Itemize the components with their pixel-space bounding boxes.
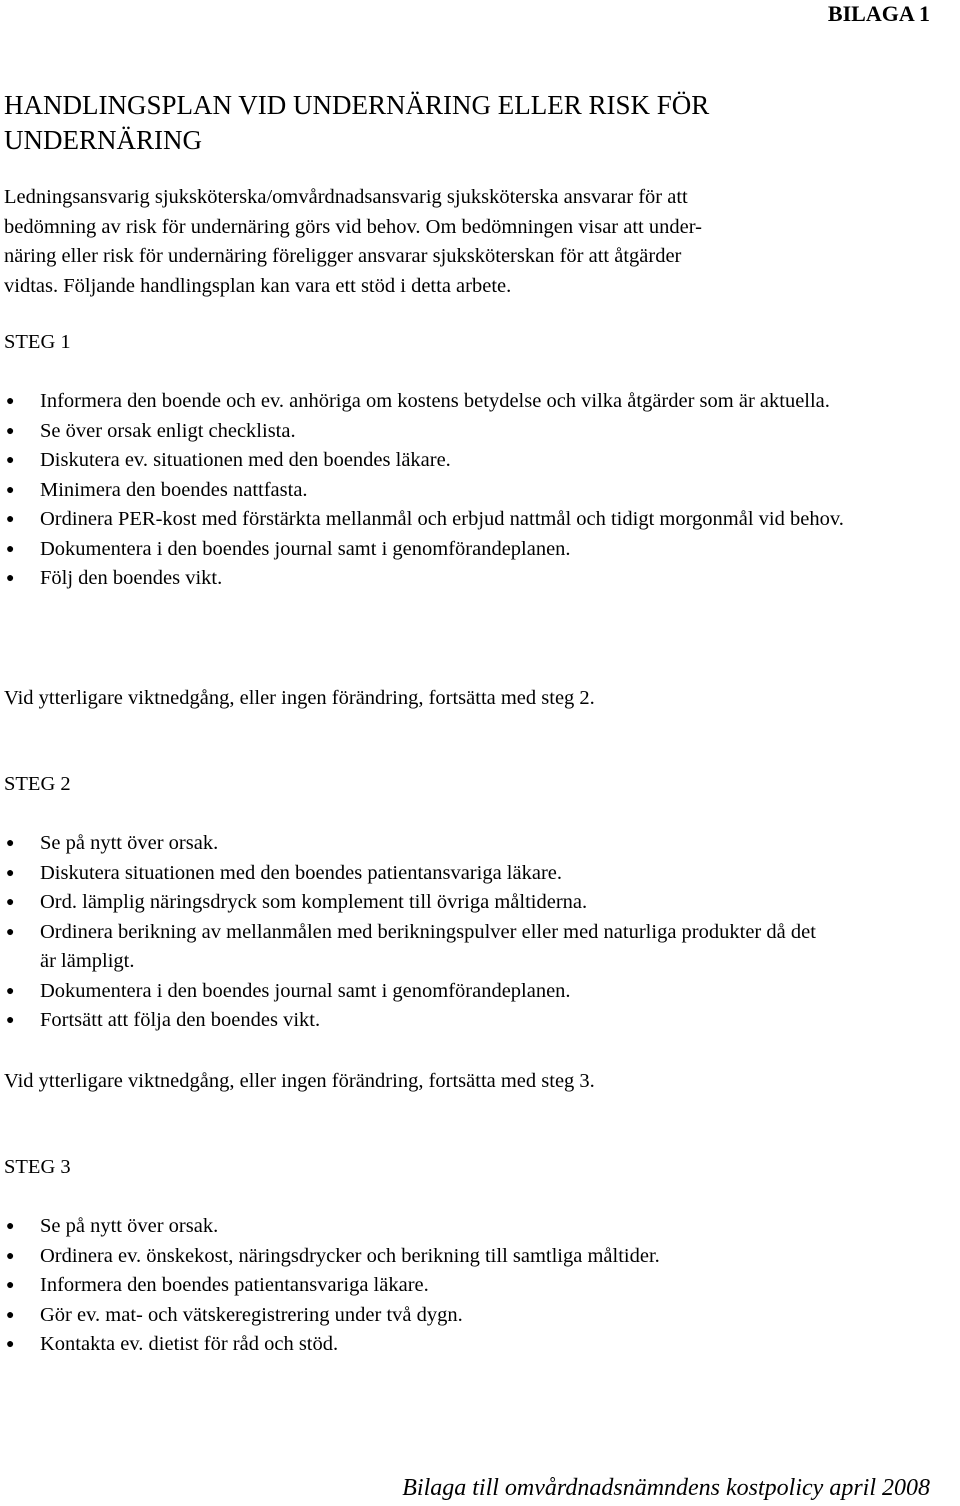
- bullet-icon: [6, 1271, 20, 1301]
- step-2-heading: STEG 2: [4, 773, 71, 795]
- list-item: ● Fortsätt att följa den boendes vikt.: [0, 1006, 830, 1036]
- bullet-icon: [6, 476, 20, 506]
- bullet-icon: [6, 1301, 20, 1331]
- bullet-icon: [6, 1242, 20, 1272]
- intro-line: Ledningsansvarig sjuksköterska/omvårdnadsansvarig sjuksköterska ansvarar för att: [4, 186, 688, 208]
- list-item: ● Informera den boende och ev. anhöriga om kostens betydelse och vilka åtgärder som är aktuella.: [0, 387, 850, 417]
- intro-paragraph: [4, 183, 954, 301]
- list-item: ● Ordinera ev. önskekost, näringsdrycker och berikning till samtliga måltider.: [0, 1242, 900, 1272]
- step-3-list: [0, 1212, 900, 1360]
- list-item: ● Dokumentera i den boendes journal samt i genomförandeplanen.: [0, 535, 850, 565]
- list-item: ● Ordinera berikning av mellanmålen med berikningspulver eller med naturliga produkter då det är lämpligt.: [0, 918, 830, 977]
- list-item: ● Minimera den boendes nattfasta.: [0, 476, 850, 506]
- bullet-icon: [6, 859, 20, 889]
- bullet-icon: [6, 535, 20, 565]
- bullet-icon: [6, 1006, 20, 1036]
- step-2-list: [0, 829, 830, 1036]
- list-item: ● Se på nytt över orsak.: [0, 1212, 900, 1242]
- list-item: ● Kontakta ev. dietist för råd och stöd.: [0, 1330, 900, 1360]
- step-3-heading: STEG 3: [4, 1156, 71, 1178]
- appendix-label: BILAGA 1: [827, 1, 930, 26]
- bullet-icon: [6, 505, 20, 535]
- bullet-icon: [6, 888, 20, 918]
- intro-line: vidtas. Följande handlingsplan kan vara ett stöd i detta arbete.: [4, 274, 512, 297]
- list-item: ● Ordinera PER-kost med förstärkta mellanmål och erbjud nattmål och tidigt morgonmål vid behov.: [0, 505, 850, 535]
- list-item: ● Gör ev. mat- och vätskeregistrering under två dygn.: [0, 1301, 900, 1331]
- bullet-icon: [6, 829, 20, 859]
- bullet-icon: [6, 1212, 20, 1242]
- bullet-icon: [6, 417, 20, 447]
- list-item: ● Informera den boendes patientansvariga läkare.: [0, 1271, 900, 1301]
- step-1-followup: Vid ytterligare viktnedgång, eller ingen förändring, fortsätta med steg 2.: [4, 687, 595, 709]
- list-item: ● Diskutera ev. situationen med den boendes läkare.: [0, 446, 850, 476]
- step-2-followup: Vid ytterligare viktnedgång, eller ingen förändring, fortsätta med steg 3.: [4, 1070, 595, 1092]
- list-item: ● Diskutera situationen med den boendes patientansvariga läkare.: [0, 859, 830, 889]
- bullet-icon: [6, 977, 20, 1007]
- bullet-icon: [6, 1330, 20, 1360]
- list-item: ● Dokumentera i den boendes journal samt i genomförandeplanen.: [0, 977, 830, 1007]
- step-1-list: [0, 387, 850, 594]
- step-1-heading: STEG 1: [4, 331, 71, 353]
- footer-note: Bilaga till omvårdnadsnämndens kostpolicy april 2008: [402, 1475, 930, 1501]
- document-title: HANDLINGSPLAN VID UNDERNÄRING ELLER RISK FÖR UNDERNÄRING: [4, 90, 710, 155]
- bullet-icon: [6, 446, 20, 476]
- intro-line: näring eller risk för undernäring föreligger ansvarar sjuksköterskan för att åtgärder: [4, 245, 682, 267]
- bullet-icon: [6, 387, 20, 417]
- bullet-icon: [6, 564, 20, 594]
- list-item: ● Ord. lämplig näringsdryck som komplement till övriga måltiderna.: [0, 888, 830, 918]
- list-item: ● Följ den boendes vikt.: [0, 564, 850, 594]
- list-item: ● Se över orsak enligt checklista.: [0, 417, 850, 447]
- intro-line: bedömning av risk för undernäring görs vid behov. Om bedömningen visar att under-: [4, 215, 702, 238]
- list-item: ● Se på nytt över orsak.: [0, 829, 830, 859]
- bullet-icon: [6, 918, 20, 948]
